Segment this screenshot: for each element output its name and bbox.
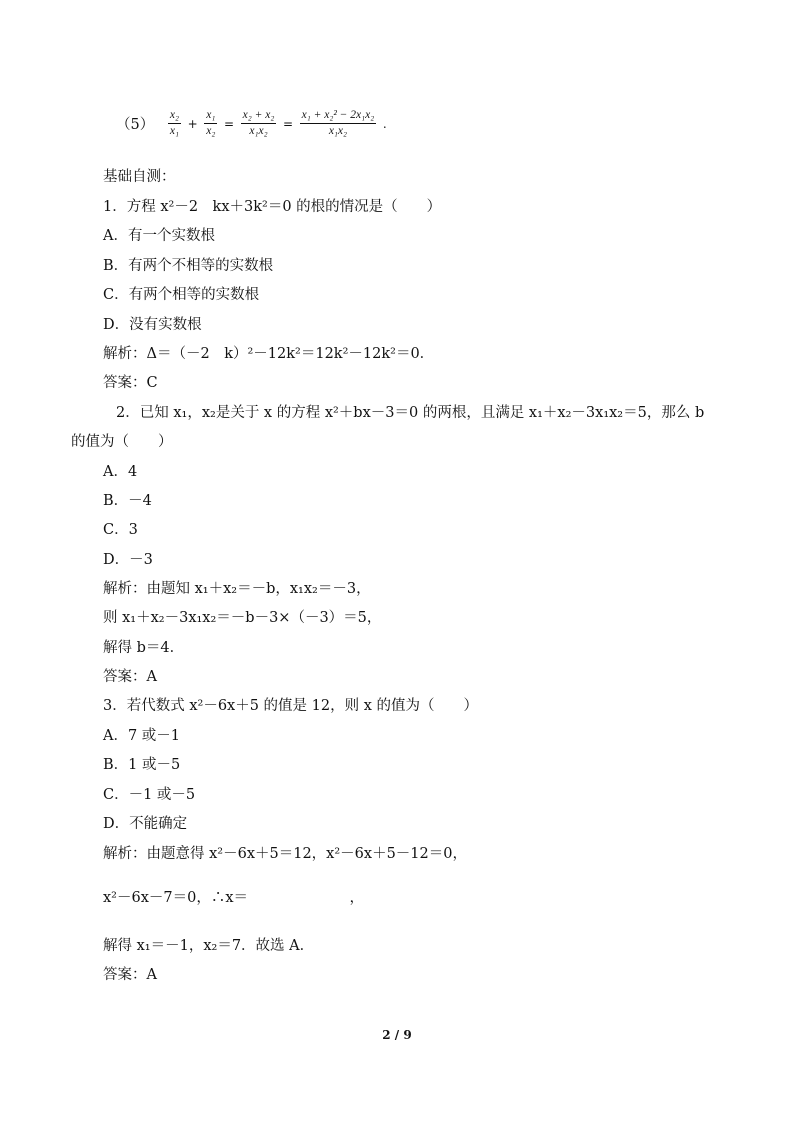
q2-stem-line1: 2．已知 x₁，x₂是关于 x 的方程 x²＋bx－3＝0 的两根，且满足 x₁＋x₂－3x₁x₂＝5，那么 b <box>116 405 705 421</box>
period: . <box>382 116 387 131</box>
q1-option-c: C．有两个相等的实数根 <box>103 287 260 303</box>
fraction-expanded: $\frac{\text{x₁ + x₂² − 2x₁x₂}}{\text{x₁x₂}}$ <box>301 109 375 137</box>
q2-option-a: A．4 <box>103 464 138 480</box>
fraction-x2-over-x1: $\frac{\text{x₂}}{\text{x₁}}$ <box>169 109 179 137</box>
q3-analysis-line1: 解析：由题意得 x²－6x＋5＝12，x²－6x＋5－12＝0， <box>103 846 467 862</box>
q3-stem: 3．若代数式 x²－6x＋5 的值是 12，则 x 的值为（ ） <box>103 698 479 714</box>
q2-stem-line2: 的值为（ ） <box>71 434 173 450</box>
q2-answer: 答案：A <box>103 669 157 685</box>
q2-analysis-line3: 解得 b＝4． <box>103 640 185 656</box>
q1-analysis: 解析：Δ＝（－2 k）²－12k²＝12k²－12k²＝0． <box>103 346 435 362</box>
q1-option-a: A．有一个实数根 <box>103 228 215 244</box>
q2-option-c: C．3 <box>103 522 138 538</box>
fraction-combined: $\frac{\text{x₂ + x₂}}{\text{x₁x₂}}$ <box>242 109 275 137</box>
equals-sign-2: = <box>282 116 294 131</box>
q2-option-b: B．－4 <box>103 493 152 509</box>
q3-analysis-line3: 解得 x₁＝－1，x₂＝7．故选 A． <box>103 938 315 954</box>
q3-option-b: B．1 或－5 <box>103 757 181 773</box>
q2-analysis-line1: 解析：由题知 x₁＋x₂＝－b，x₁x₂＝－3， <box>103 581 371 597</box>
q1-option-d: D．没有实数根 <box>103 317 202 333</box>
formula-5 <box>116 108 388 152</box>
plus-sign: + <box>187 116 198 131</box>
fraction-x1-over-x2: $\frac{\text{x₁}}{\text{x₂}}$ <box>206 109 216 137</box>
q3-answer: 答案：A <box>103 967 157 983</box>
q2-analysis-line2: 则 x₁＋x₂－3x₁x₂＝－b－3×（－3）＝5， <box>103 610 382 626</box>
q1-answer: 答案：C <box>103 375 158 391</box>
section-heading: 基础自测： <box>103 169 176 185</box>
q1-stem: 1．方程 x²－2 kx＋3k²＝0 的根的情况是（ ） <box>103 199 442 215</box>
equals-sign: = <box>223 116 235 131</box>
page-number: 2 / 9 <box>382 1028 412 1042</box>
q2-option-d: D．－3 <box>103 552 153 568</box>
q3-analysis-line2: x²－6x－7＝0，∴x＝ ， <box>103 890 365 906</box>
q1-option-b: B．有两个不相等的实数根 <box>103 258 274 274</box>
formula-tag: （5） <box>116 117 155 133</box>
q3-option-d: D．不能确定 <box>103 816 188 832</box>
q3-option-c: C．－1 或－5 <box>103 787 196 803</box>
q3-option-a: A．7 或－1 <box>103 728 181 744</box>
